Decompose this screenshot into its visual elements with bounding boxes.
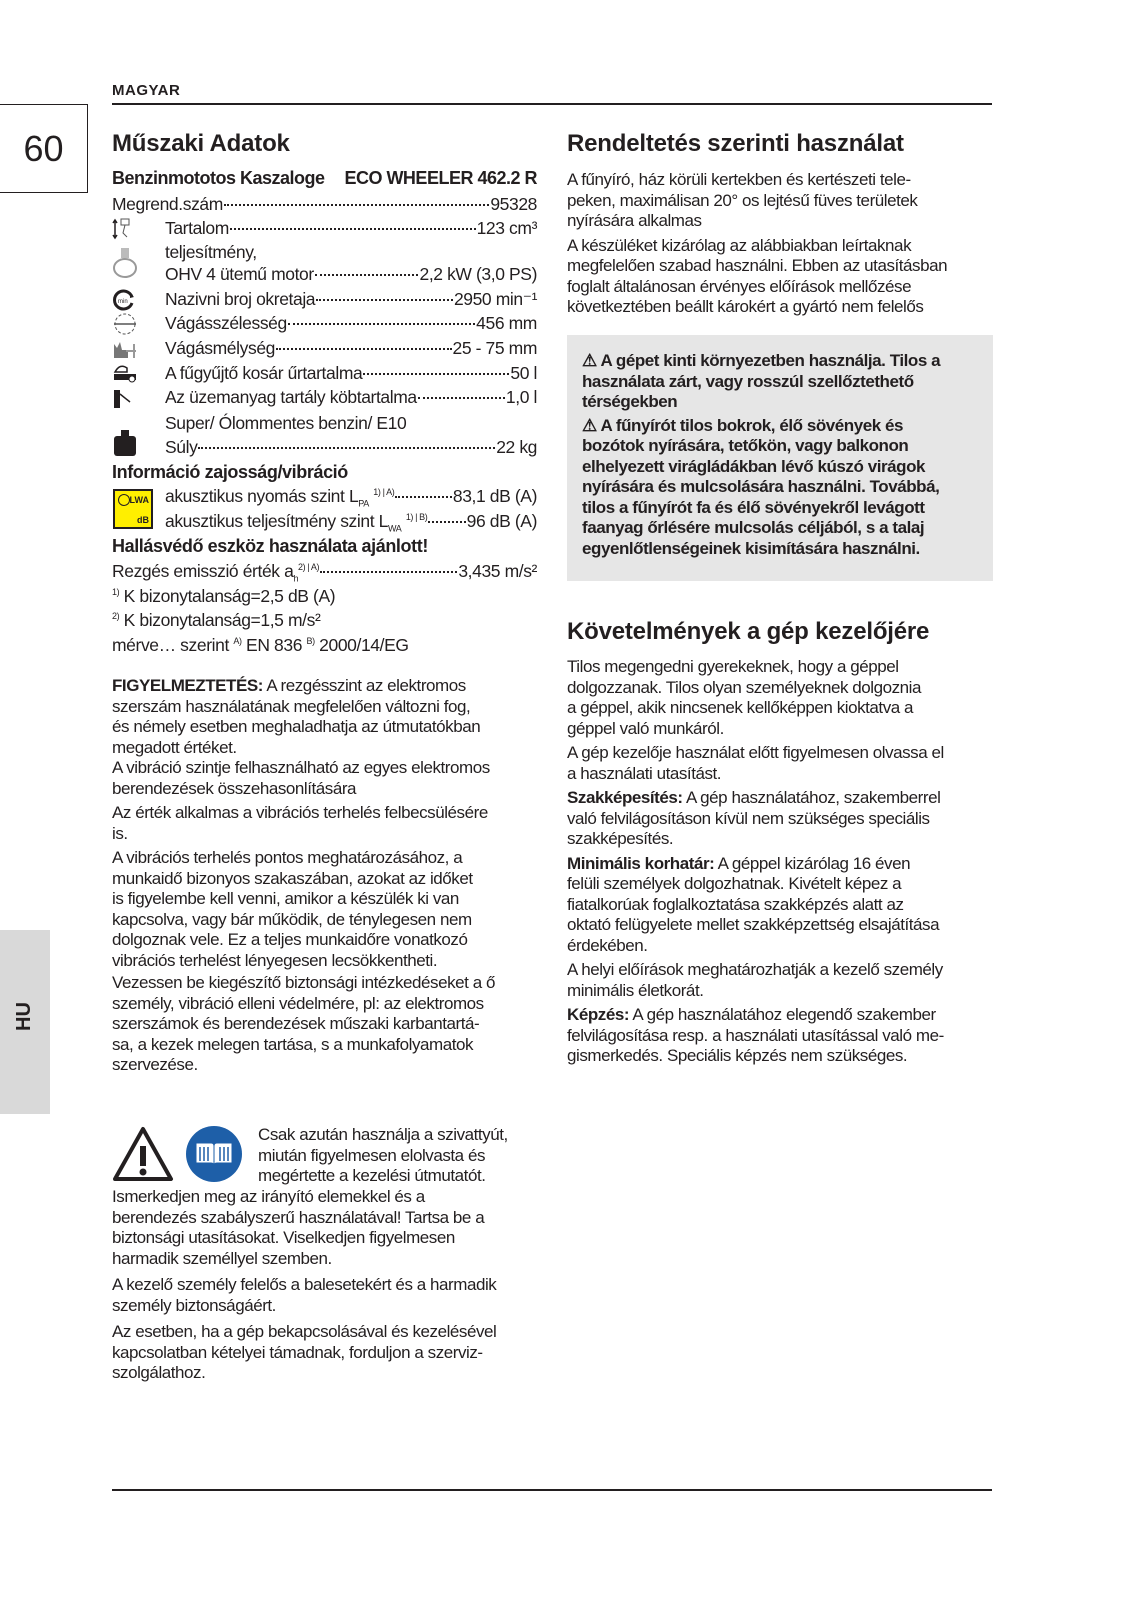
operator-requirements-section [567,657,997,1067]
spec-row [112,264,537,288]
noise-label: akusztikus teljesítmény szint $L_{WA}$ $^{1) | B)}$ [165,511,428,534]
spec-label: Megrend.szám [112,194,223,214]
vibration-warning-section [112,676,552,1076]
requirement-paragraph: Minimális korhatár: A géppel kizárólag 16 éven felüli személyek dolgozhatnak. Kivételt képez a fiatalkorúak foglalkoztatása szakképzés alatt az oktató felügyelete mellet szakképzettség elsajátítása érdekében. [567,853,940,955]
spec-row [112,218,537,242]
manual-paragraph: Ismerkedjen meg az irányító elemekkel és a berendezés szabályszerű használatával! Tartsa be a biztonsági utasításokat. Viselkedjen figyelmesen harmadik személlyel szemben. [112,1187,485,1268]
side-tab-label: HU [12,1002,35,1031]
footnote-2: $^{2)}$ K bizonytalanság=1,5 m/s² [112,610,321,630]
spec-value: 456 mm [476,313,537,333]
intended-use-paragraph: A fűnyíró, ház körüli kertekben és kertészeti tele- peken, maximálisan 20° os lejtésű füves területek nyírására alkalmas [567,170,918,230]
displacement-icon [112,218,138,240]
operator-requirements-title: Követelmények a gép kezelőjére [567,618,930,645]
vibration-label: Rezgés emisszió érték $a_h^{2) | A)}$ [112,561,320,584]
spec-label: Az üzemanyag tartály köbtartalma [165,387,417,407]
noise-heading: Információ zajosság/vibráció [112,462,348,482]
spec-label: OHV 4 ütemű motor [165,264,314,284]
dot-leader [276,348,452,350]
footer-rule [112,1489,992,1491]
spec-value: 22 kg [496,437,537,457]
noise-row [112,511,537,535]
spec-label: teljesítmény, [165,242,257,262]
dot-leader [198,447,495,449]
warning-paragraph: Az érték alkalmas a vibrációs terhelés felbecsülésére is. [112,803,488,843]
dot-leader [363,373,509,375]
intended-use-section [567,170,997,318]
spec-label: Nazivni broj okretaja [165,289,316,309]
spec-row [112,194,537,218]
footnote-1: $^{1)}$ K bizonytalanság=2,5 dB (A) [112,586,336,606]
requirement-paragraph: Tilos megengedni gyerekeknek, hogy a géppel dolgozzanak. Tilos olyan személyeknek dolgoznia a géppel, akik nincsenek kellőképpen kioktatva a géppel való munkáról. [567,657,922,738]
read-manual-icon [185,1125,243,1183]
safety-warning-box [567,335,993,581]
vibration-row [112,561,537,585]
spec-value: 95328 [490,194,537,214]
product-line [112,168,537,189]
dot-leader [418,397,505,399]
warning-paragraph: Vezessen be kiegészítő biztonsági intézkedéseket a ő személy, vibráció elleni védelmére, pl: az elektromos szerszámok és berendezések műszaki karbantartá- sa, a kezek melegen tartása, s a munkafolyamatok szervezése. [112,973,495,1074]
spec-value: 123 cm³ [476,218,537,238]
weight-icon [112,428,138,458]
spec-row [112,313,537,337]
vibration-value: 3,435 m/s² [458,561,537,581]
product-label: Benzinmototos Kaszaloge [112,168,325,188]
warning-paragraph: FIGYELMEZTETÉS: A rezgésszint az elektromos szerszám használatának megfelelően változni fog, és némely esetben meghaladhatja az útmutatókban megadott értéket. A vibráció szintje felhasználható az egyes elektromos berendezések összehasonlítására [112,676,490,798]
rpm-icon [112,289,138,311]
requirement-paragraph: Szakképesítés: A gép használatához, szakemberrel való felvilágosításon kívül nem szükséges speciális szakképesítés. [567,788,941,848]
language-side-tab [0,930,50,1114]
manual-section [112,1187,552,1384]
dot-leader [316,299,453,301]
safety-warning: ⚠ A gépet kinti környezetben használja. Tilos a használata zárt, vagy rosszúl szellőztethető térségekben [582,351,941,411]
spec-row [112,413,537,437]
spec-label: Vágásmélység [165,338,275,358]
intended-use-paragraph: A készüléket kizárólag az alábbiakban leírtaknak megfelelően szabad használni. Ebben az utasításban foglalt általánosan érvényes előírások mellőzése következtében beállt károkért a gyártó nem felelős [567,235,948,316]
requirement-paragraph: A helyi előírások meghatározhatják a kezelő személy minimális életkorát. [567,960,943,1000]
warning-icon: ⚠ [582,351,601,370]
spec-row [112,242,537,266]
intended-use-title: Rendeltetés szerinti használat [567,130,904,157]
requirement-paragraph: A gép kezelője használat előtt figyelmesen olvassa el a használati utasítást. [567,743,944,783]
grass-bag-icon [112,362,138,384]
spec-row [112,363,537,387]
measured-standards: mérve… szerint $^{A)}$ EN 836 $^{B)}$ 2000/14/EG [112,635,409,655]
requirement-paragraph: Képzés: A gép használatához elegendő szakember felvilágosítása resp. a használati utasítással való me- gismerkedés. Speciális képzés nem szükséges. [567,1005,944,1065]
spec-row [112,338,537,362]
dot-leader [230,228,476,230]
fuel-tank-icon [112,388,138,410]
spec-value: 2950 min⁻¹ [453,289,537,309]
spec-value: 2,2 kW (3,0 PS) [419,264,537,284]
dot-leader [224,204,489,206]
noise-value: 96 dB (A) [466,511,537,531]
spec-label: A fűgyűjtő kosár űrtartalma [165,363,363,383]
tech-data-title: Műszaki Adatok [112,130,290,157]
spec-row [112,387,537,411]
spec-label: Super/ Ólommentes benzin/ E10 [165,413,407,433]
spec-row [112,437,537,461]
noise-row [112,486,537,510]
header-rule [112,103,992,105]
manual-paragraph: Az esetben, ha a gép bekapcsolásával és kezelésével kapcsolatban kételyei támadnak, forduljon a szerviz- szolgálathoz. [112,1322,497,1382]
dot-leader [288,323,475,325]
manual-note: Csak azután használja a szivattyút, miután figyelmesen elolvasta és megértette a kezelési útmutatót. [258,1125,508,1185]
language-header: MAGYAR [112,82,181,99]
safety-warning: ⚠ A fűnyírót tilos bokrok, élő sövények és bozótok nyírására, tetőkön, vagy balkonon elhelyezett virágládákban lévő kúszó virágok nyírására és mulcsolására használni. Továbbá, tilos a fűnyírót fa és élő sövényekről levágott faanyag őrlésére mulcsolás céljából, s a talaj egyenlőtlenségeinek kisimítására használni. [582,415,940,558]
engine-icon [112,246,138,280]
cutting-width-icon [112,313,138,335]
noise-value: 83,1 dB (A) [452,486,537,506]
manual-paragraph: A kezelő személy felelős a balesetekért és a harmadik személy biztonságáért. [112,1275,497,1315]
spec-value: 1,0 l [505,387,537,407]
spec-value: 25 - 75 mm [452,338,537,358]
product-model: ECO WHEELER 462.2 R [344,168,537,188]
warning-paragraph: A vibrációs terhelés pontos meghatározásához, a munkaidő bizonyos szakaszában, azokat az időket is figyelembe kell venni, amikor a készülék ki van kapcsolva, vagy bár működik, de ténylegesen nem dolgoznak vele. Ez a teljes munkaidőre vonatkozó vibrációs terhelést lényegesen lecsökkentheti. [112,848,473,970]
spec-value: 50 l [510,363,537,383]
warning-icon: ⚠ [582,415,601,435]
svg-text:min: min [118,299,128,305]
noise-label: akusztikus nyomás szint $L_{PA}$ $^{1) | A)}$ [165,486,395,509]
spec-label: Vágásszélesség [165,313,287,333]
spec-label: Tartalom [165,218,229,238]
dot-leader [315,274,419,276]
page-number: 60 [0,104,88,193]
noise-icon-lwa: LWA [129,495,149,505]
cutting-height-icon [112,338,138,360]
noise-icon-db: dB [137,515,149,525]
spec-row [112,289,537,313]
warning-triangle-icon [112,1126,174,1182]
spec-label: Súly [165,437,198,457]
hearing-protection-note: Hallásvédő eszköz használata ajánlott! [112,536,428,556]
